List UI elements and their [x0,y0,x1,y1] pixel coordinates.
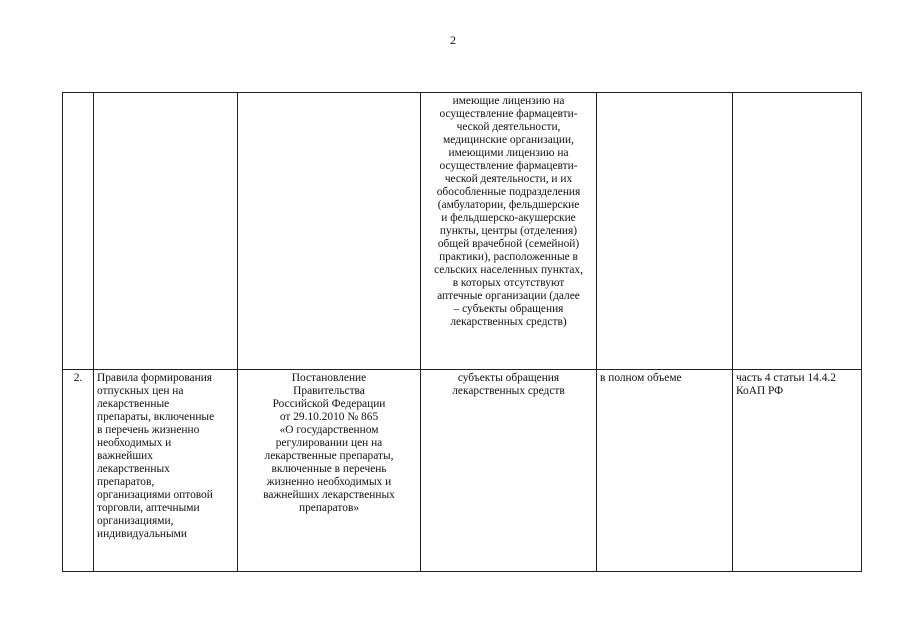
requirements-table [62,92,862,572]
liability: часть 4 статьи 14.4.2 КоАП РФ [736,372,836,397]
scope-cell [597,93,733,370]
scope: в полном объеме [600,372,682,384]
legal-act: Постановление Правительства Российской Федерации от 29.10.2010 № 865 «О государственном регулировании цен на лекарственные препараты, включенные в перечень жизненно необходимых и важнейших лекарственных препаратов» [263,372,395,514]
requirement-name: Правила формирования отпускных цен на лекарственные препараты, включенные в перечень жизненно необходимых и важнейших лекарственных препаратов, организациями оптовой торговли, аптечными организациями, индивидуальными [97,372,215,540]
legal-act-cell [238,93,421,370]
scope-cell [597,370,733,572]
requirement-name-cell [94,370,238,572]
subjects-cell [421,93,597,370]
page-number: 2 [450,33,456,47]
table-row [63,370,862,572]
liability-cell [733,370,862,572]
row-number-cell [63,370,94,572]
liability-cell [733,93,862,370]
subjects: имеющие лицензию на осуществление фармацевти- ческой деятельности, медицинские организации, имеющими лицензию на осуществление фармацевти- ческой деятельности, и их обособленные подразделения (амбулатории, фельдшерские и фельдшерско-акушерские пункты, центры (отделения) общей врачебной (семейной) практики), расположенные в сельских населенных пунктах, в которых отсутствуют аптечные организации (далее – субъекты обращения лекарственных средств) [434,95,583,328]
row-number: 2. [73,372,83,384]
subjects-cell [421,370,597,572]
subjects: субъекты обращения лекарственных средств [452,372,565,397]
row-number-cell [63,93,94,370]
requirement-name-cell [94,93,238,370]
legal-act-cell [238,370,421,572]
table-row [63,93,862,370]
